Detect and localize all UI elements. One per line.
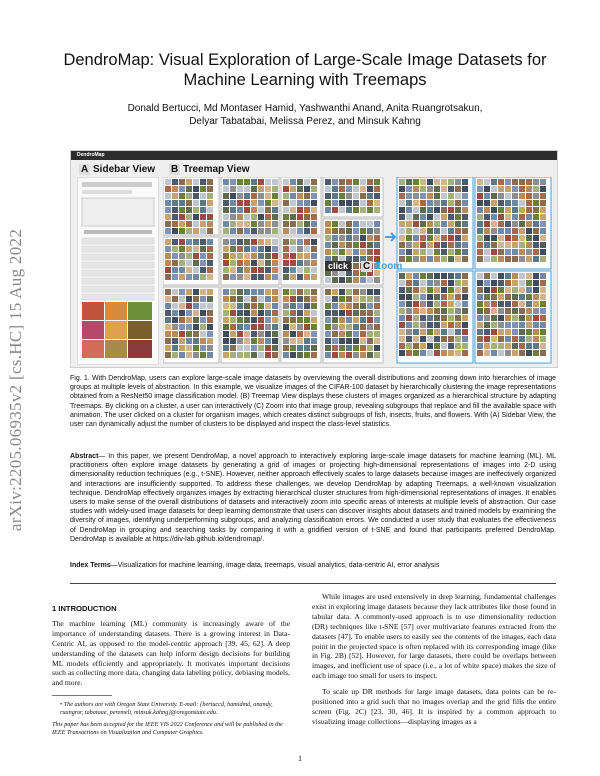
- index-terms: [70, 561, 556, 570]
- label-b-letter: B: [171, 164, 179, 175]
- footnotes: [52, 701, 290, 737]
- treemap-cluster[interactable]: [281, 237, 321, 285]
- treemap-cluster[interactable]: [475, 177, 551, 269]
- authors: [80, 102, 530, 128]
- label-b: [169, 164, 250, 175]
- treemap-cluster[interactable]: [323, 287, 383, 363]
- treemap-cluster[interactable]: [281, 287, 321, 363]
- abstract: [70, 452, 556, 544]
- intro-paragraph: The machine learning (ML) community is increasingly aware of the importance of understanding datasets. There is a growing interest in Data-Centric AI, as opposed to the model-centric approach [39, 45, 62]. A deep understanding of the datasets can help inform design decisions for building ML models efficiently and appropriately. It motivates important decisions such as collecting more data, changing data labeling policy, debiasing models, and more.: [52, 618, 290, 688]
- paper-title: DendroMap: Visual Exploration of Large-Scale Image Datasets for Machine Learning with Treemaps: [63, 51, 547, 89]
- authors-line-2: Delyar Tabatabai, Melissa Perez, and Minsuk Kahng: [189, 116, 421, 127]
- column-left: [52, 604, 290, 688]
- label-a-letter: A: [81, 164, 89, 175]
- treemap-cluster[interactable]: [163, 177, 219, 235]
- label-a: [79, 164, 155, 175]
- page-number: 1: [298, 754, 302, 763]
- treemap-cluster[interactable]: [221, 237, 279, 285]
- treemap-cluster[interactable]: [281, 177, 321, 235]
- footnote-acceptance: This paper has been accepted for the IEEE VIS 2022 Conference and will be published in the IEEE Transactions on Visualization and Computer Graphics.: [52, 721, 283, 736]
- sidebar-view-panel: [77, 177, 159, 365]
- footnote-affiliation: • The authors are with Oregon State University. E-mail: {bertuccd, hamidmd, anandy, ruangror, tabataae, peremeli, minsuk.kahng}@oregonstate.edu.: [60, 701, 273, 716]
- authors-line-1: Donald Bertucci, Md Montaser Hamid, Yashwanthi Anand, Anita Ruangrotsakun,: [127, 103, 483, 114]
- footnote-rule: [52, 695, 112, 696]
- arxiv-id: arXiv:2205.06935v2 [cs.HC] 15 Aug 2022: [6, 228, 25, 532]
- index-terms-text: —Visualization for machine learning, image data, treemaps, visual analytics, data-centric AI, error analysis: [110, 562, 440, 569]
- column-right: [312, 592, 556, 727]
- treemap-cluster[interactable]: [221, 177, 279, 235]
- label-a-text: Sidebar View: [93, 164, 156, 175]
- sidebar-mock: [78, 178, 158, 364]
- arxiv-stamp: [4, 190, 28, 570]
- treemap-cluster[interactable]: [397, 271, 473, 363]
- treemap-cluster[interactable]: [221, 287, 279, 363]
- label-b-text: Treemap View: [183, 164, 250, 175]
- click-text: click: [328, 261, 349, 271]
- treemap-cluster[interactable]: [323, 177, 383, 217]
- app-name: DendroMap: [77, 152, 105, 158]
- teaser-figure: [70, 150, 558, 368]
- figure-caption: Fig. 1. With DendroMap, users can explore large-scale image datasets by overviewing the overall distributions and zooming down into hierarchies of image groups at multiple levels of abstraction. In this example, we visualize images of the CIFAR-100 dataset by hierarchically clustering the image representations obtained from a ResNet50 image classification model. (B) Treemap View displays these clusters of images organized as a hierarchical structure by adapting Treemaps. By clicking on a cluster, a user can interactively (C) Zoom into that image group, revealing subgroups that replace and fill the available space with animation. The user clicked on a cluster for organism images, which creates distinct subgroups of fish, insects, fruits, and flowers. With (A) Sidebar View, the user can dynamically adjust the number of clusters to be displayed and inspect the class-level statistics.: [70, 375, 556, 429]
- section-heading: 1 INTRODUCTION: [52, 604, 117, 613]
- treemap-cluster[interactable]: [397, 177, 473, 269]
- treemap-cluster[interactable]: [323, 219, 383, 285]
- app-header-bar: [71, 151, 557, 160]
- label-c-text: Zoom: [375, 261, 403, 272]
- index-terms-label: Index Terms: [70, 562, 111, 569]
- divider: [70, 583, 556, 584]
- treemap-view-panel[interactable]: [163, 177, 553, 365]
- treemap-cluster[interactable]: [163, 287, 219, 363]
- abstract-label: Abstract: [70, 453, 99, 460]
- label-c-letter: C: [363, 261, 371, 272]
- zoom-arrow-icon: [385, 233, 395, 241]
- right-paragraph-2: To scale up DR methods for large image datasets, data points can be re-positioned into a grid such that no images overlap and the grid fills the entire screen (Fig. 2C) [23, 30, 46]. It is inspired by a common approach to visualizing image collections—displaying images as a: [312, 687, 556, 726]
- treemap-cluster[interactable]: [163, 237, 219, 285]
- treemap-cluster[interactable]: [475, 271, 551, 363]
- right-paragraph-1: While images are used extensively in deep learning, fundamental challenges exist in exploring image datasets because they lack attributes like those found in tabular data. A commonly-used approach is to use dimensionality reduction (DR) techniques like t-SNE [57] over multivariate features extracted from the datasets [47]. To enable users to easily see the contents of the images, each data point in the projected space is often replaced with its corresponding image (like in Fig. 2B) [52]. However, for large datasets, there could be overlaps between images, and inefficient use of space (i.e., a lot of white space) makes the size of each image too small for users to inspect.: [312, 592, 556, 681]
- abstract-text: — In this paper, we present DendroMap, a novel approach to interactively exploring large-scale image datasets for machine learning (ML). ML practitioners often explore image datasets by generating a grid of images or projecting high-dimensional representations of images into 2-D using dimensionality reduction techniques (e.g., t-SNE). However, neither approach effectively scales to large datasets because images are ineffectively organized and interactions are insufficiently supported. To address these challenges, we develop DendroMap by adapting Treemaps, a well-known visualization technique. DendroMap effectively organizes images by extracting hierarchical cluster structures from high-dimensional representations of images. It enables users to make sense of the overall distributions of datasets and interactively zoom into specific areas of interests at multiple levels of abstraction. Our case studies with widely-used image datasets for deep learning demonstrate that users can discover insights about datasets and trained models by examining the diversity of images, identifying underperforming subgroups, and analyzing classification errors. We conducted a user study that evaluates the effectiveness of DendroMap in grouping and searching tasks by comparing it with a gridified version of t-SNE and found that participants preferred DendroMap. DendroMap is available at https://div-lab.github.io/dendromap/.: [70, 453, 556, 543]
- label-c: [361, 261, 402, 272]
- click-callout: [325, 261, 351, 271]
